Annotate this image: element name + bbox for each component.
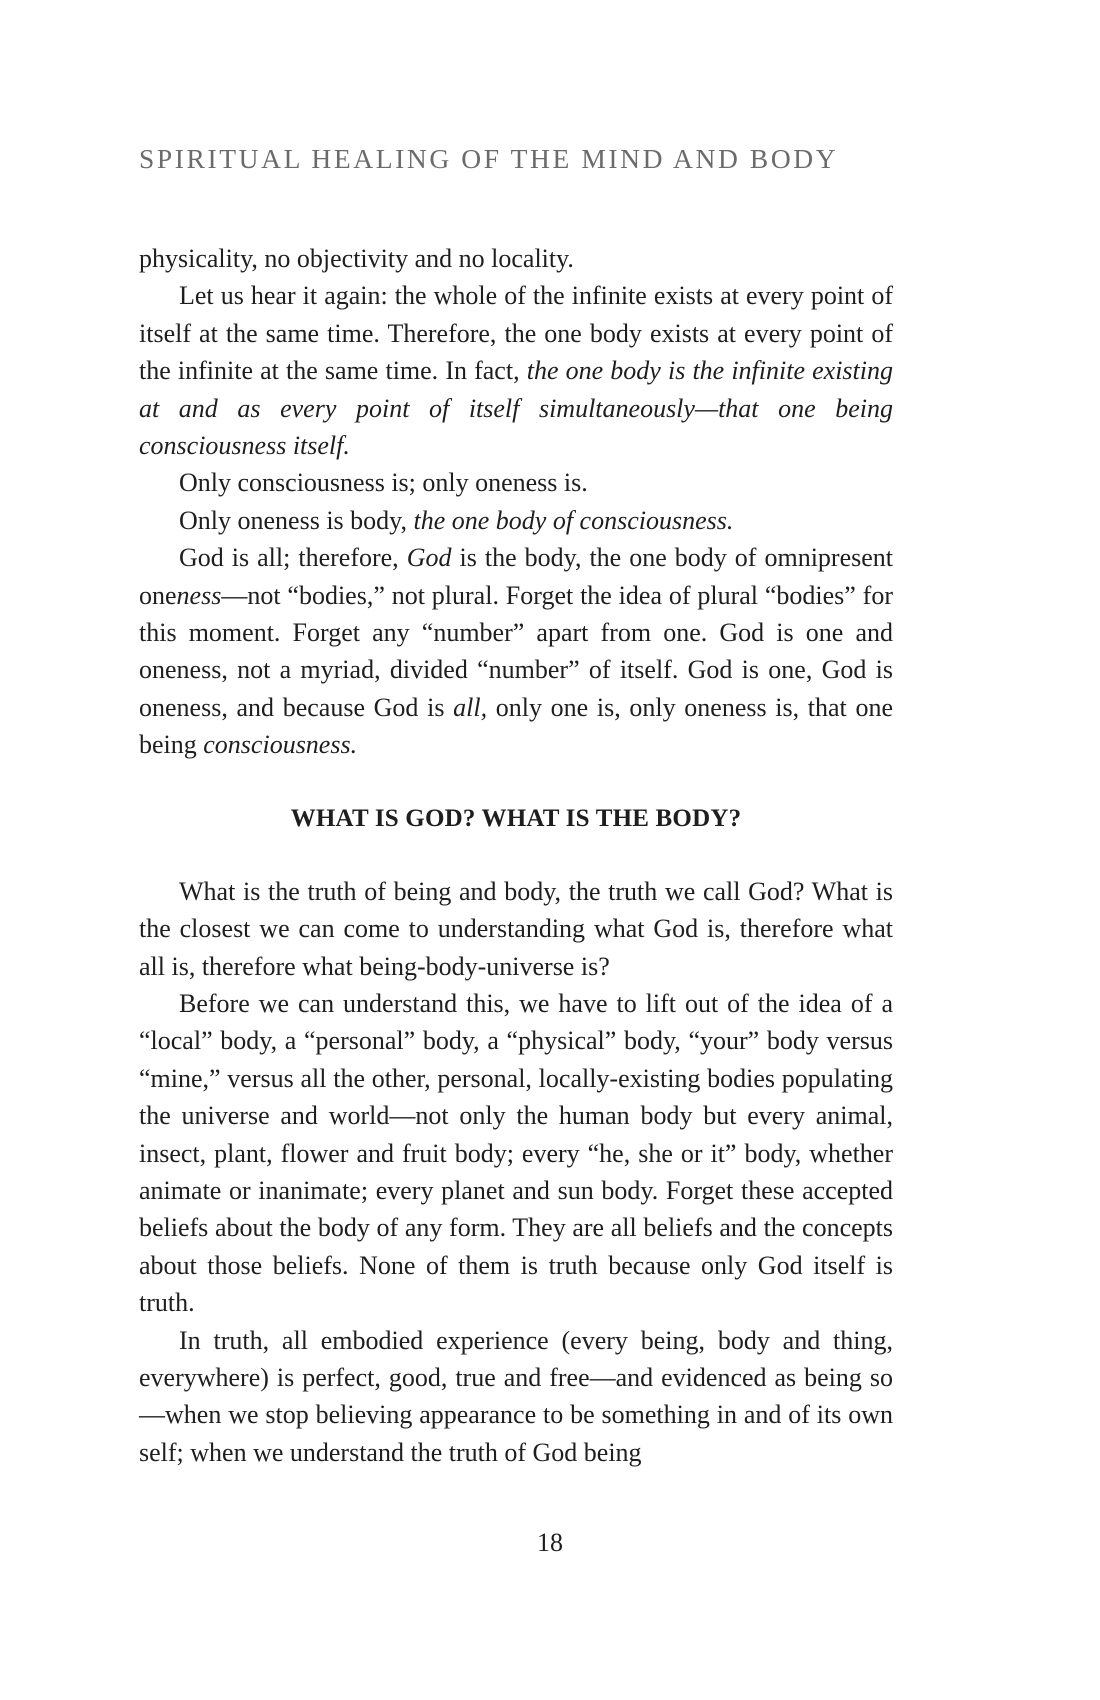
paragraph-5-text-4: only one is, only oneness is, that one being: [139, 692, 893, 760]
paragraph-6-text: What is the truth of being and body, the truth we call God? What is the closest we can come to understanding what God is, therefore what all is, therefore what being-body-universe is?: [139, 876, 893, 981]
paragraph-5-text-2: is the body, the one body of omnipresent one: [139, 543, 893, 610]
paragraph-4: [139, 502, 893, 539]
paragraph-2-text: Let us hear it again: the whole of the infinite exists at every point of itself at the same time. Therefore, the one body exists at every point of the infinite at the same time. In fact,: [139, 281, 893, 386]
paragraph-1: [139, 240, 893, 277]
paragraph-6: [139, 873, 893, 985]
paragraph-2: [139, 277, 893, 464]
paragraph-5-italic-3: all,: [453, 692, 488, 722]
paragraph-8-text: In truth, all embodied experience (every being, body and thing, everywhere) is perfect, good, true and free—and evidenced as being so—when we stop believing appearance to be something in and of its own self; when we understand the truth of God being: [139, 1325, 893, 1467]
body-text: [139, 240, 893, 1471]
paragraph-1-text: physicality, no objectivity and no locality.: [139, 244, 574, 273]
paragraph-5-text-3: —not “bodies,” not plural. Forget the idea of plural “bodies” for this moment. Forget any “number” apart from one. God is one and oneness, not a myriad, divided “number” of itself. God is one, God is oneness, and because God is: [139, 580, 893, 722]
paragraph-3-text: Only consciousness is; only oneness is.: [179, 468, 588, 498]
paragraph-5: [139, 539, 893, 763]
running-head: SPIRITUAL HEALING OF THE MIND AND BODY: [139, 143, 839, 174]
paragraph-5-text-1: God is all; therefore,: [179, 543, 407, 573]
paragraph-5-italic-1: God: [406, 543, 452, 573]
paragraph-8: [139, 1322, 893, 1472]
page-number: 18: [537, 1528, 563, 1557]
paragraph-2-italic: the one body is the infinite existing at and as every point of itself simultaneously—that one being consciousness itself.: [139, 356, 893, 461]
paragraph-3: [139, 464, 893, 501]
paragraph-5-italic-2: ness: [176, 580, 222, 610]
section-heading: WHAT IS GOD? WHAT IS THE BODY?: [290, 804, 742, 832]
paragraph-4-text: Only oneness is body,: [179, 505, 414, 535]
paragraph-7-text: Before we can understand this, we have to lift out of the idea of a “local” body, a “personal” body, a “physical” body, “your” body versus “mine,” versus all the other, personal, locally-existing bodies populating the universe and world—not only the human body but every animal, insect, plant, flower and fruit body; every “he, she or it” body, whether animate or inanimate; every planet and sun body. Forget these accepted beliefs about the body of any form. They are all beliefs and the concepts about those beliefs. None of them is truth because only God itself is truth.: [139, 988, 893, 1318]
paragraph-7: [139, 985, 893, 1322]
paragraph-5-italic-4: consciousness.: [203, 730, 358, 760]
paragraph-4-italic: the one body of consciousness.: [413, 505, 734, 535]
